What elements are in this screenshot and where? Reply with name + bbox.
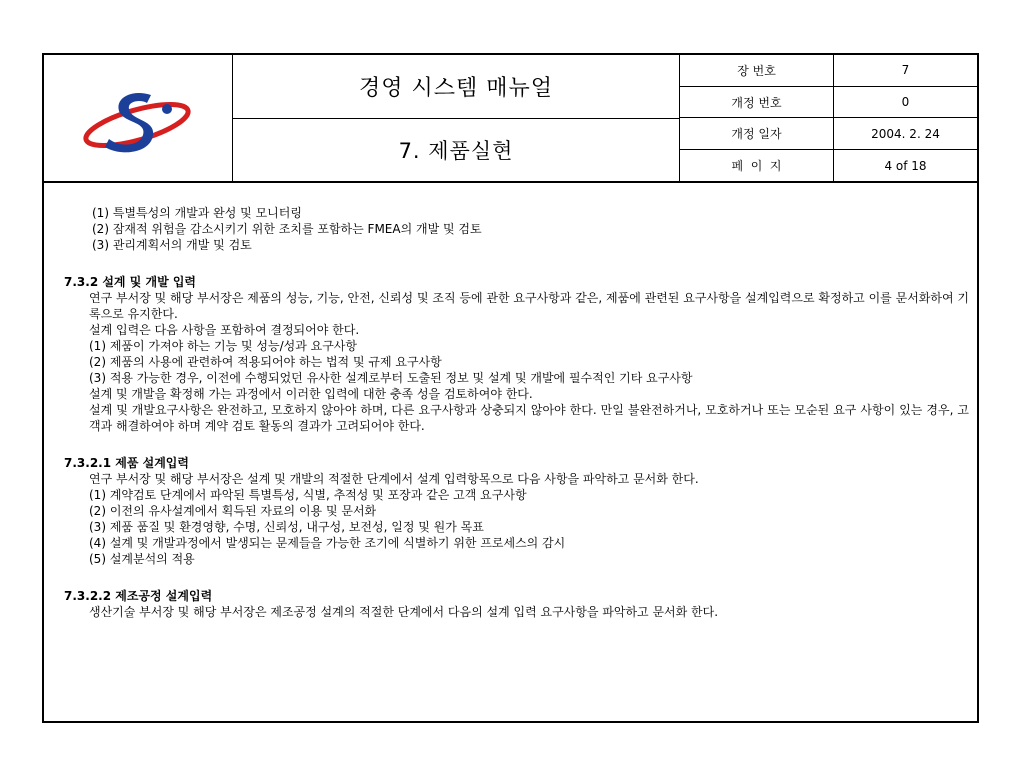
title-cell [233, 55, 680, 181]
paragraph: 연구 부서장 및 해당 부서장은 설계 및 개발의 적절한 단계에서 설계 입력항목으로 다음 사항을 파악하고 문서화 한다. [89, 472, 699, 486]
paragraph: 연구 부서장 및 해당 부서장은 제품의 성능, 기능, 안전, 신뢰성 및 조직 등에 관한 요구사항과 같은, 제품에 관련된 요구사항을 설계입력으로 확정하고 이를 문서화하여 기록으로 유지한다. [89, 291, 969, 321]
manual-title: 경영 시스템 매뉴얼 [233, 55, 679, 119]
document-body [64, 205, 969, 620]
paragraph: 생산기술 부서장 및 해당 부서장은 제조공정 설계의 적절한 단계에서 다음의 설계 입력 요구사항을 파악하고 문서화 한다. [89, 605, 719, 619]
meta-row-page [680, 150, 977, 181]
section-heading: 7.3.2 설계 및 개발 입력 [64, 275, 197, 289]
list-item: (3) 적용 가능한 경우, 이전에 수행되었던 유사한 설계로부터 도출된 정보 및 설계 및 개발에 필수적인 기타 요구사항 [89, 371, 693, 385]
list-item: (3) 관리계획서의 개발 및 검토 [92, 238, 252, 252]
list-item: (2) 이전의 유사설계에서 획득된 자료의 이용 및 문서화 [89, 504, 377, 518]
list-item: (1) 특별특성의 개발과 완성 및 모니터링 [92, 206, 302, 220]
paragraph: 설계 입력은 다음 사항을 포함하여 결정되어야 한다. [89, 323, 360, 337]
meta-row-revision-number [680, 86, 977, 118]
section-heading: 7.3.2.1 제품 설계입력 [64, 456, 189, 470]
company-logo-icon [81, 81, 193, 161]
meta-label: 개정 번호 [680, 86, 834, 118]
document-header [44, 55, 977, 183]
meta-value: 4 of 18 [834, 150, 978, 181]
meta-value: 2004. 2. 24 [834, 118, 978, 150]
meta-label: 장 번호 [680, 55, 834, 86]
paragraph: 설계 및 개발을 확정해 가는 과정에서 이러한 입력에 대한 충족 성을 검토하여야 한다. [89, 387, 533, 401]
meta-row-revision-date [680, 118, 977, 150]
logo-cell [44, 55, 233, 181]
meta-value: 0 [834, 86, 978, 118]
meta-row-chapter [680, 55, 977, 86]
list-item: (2) 제품의 사용에 관련하여 적용되어야 하는 법적 및 규제 요구사항 [89, 355, 442, 369]
list-item: (3) 제품 품질 및 환경영향, 수명, 신뢰성, 내구성, 보전성, 일정 및 원가 목표 [89, 520, 484, 534]
chapter-title: 7. 제품실현 [398, 139, 514, 163]
list-item: (2) 잠재적 위험을 감소시키기 위한 조치를 포함하는 FMEA의 개발 및 검토 [92, 222, 482, 236]
meta-label: 페 이 지 [680, 150, 834, 181]
list-item: (1) 계약검토 단계에서 파악된 특별특성, 식별, 추적성 및 포장과 같은 고객 요구사항 [89, 488, 527, 502]
section-heading: 7.3.2.2 제조공정 설계입력 [64, 589, 213, 603]
document-page [42, 53, 979, 723]
meta-value: 7 [834, 55, 978, 86]
paragraph: 설계 및 개발요구사항은 완전하고, 모호하지 않아야 하며, 다른 요구사항과 상충되지 않아야 한다. 만일 불완전하거나, 모호하거나 또는 모순된 요구 사항이 있는 경우, 고객과 해결하여야 하며 계약 검토 활동의 결과가 고려되어야 한다. [89, 403, 969, 433]
list-item: (4) 설계 및 개발과정에서 발생되는 문제들을 가능한 조기에 식별하기 위한 프로세스의 감시 [89, 536, 566, 550]
list-item: (1) 제품이 가져야 하는 기능 및 성능/성과 요구사항 [89, 339, 357, 353]
meta-label: 개정 일자 [680, 118, 834, 150]
document-meta-table [680, 55, 977, 181]
list-item: (5) 설계분석의 적용 [89, 552, 195, 566]
